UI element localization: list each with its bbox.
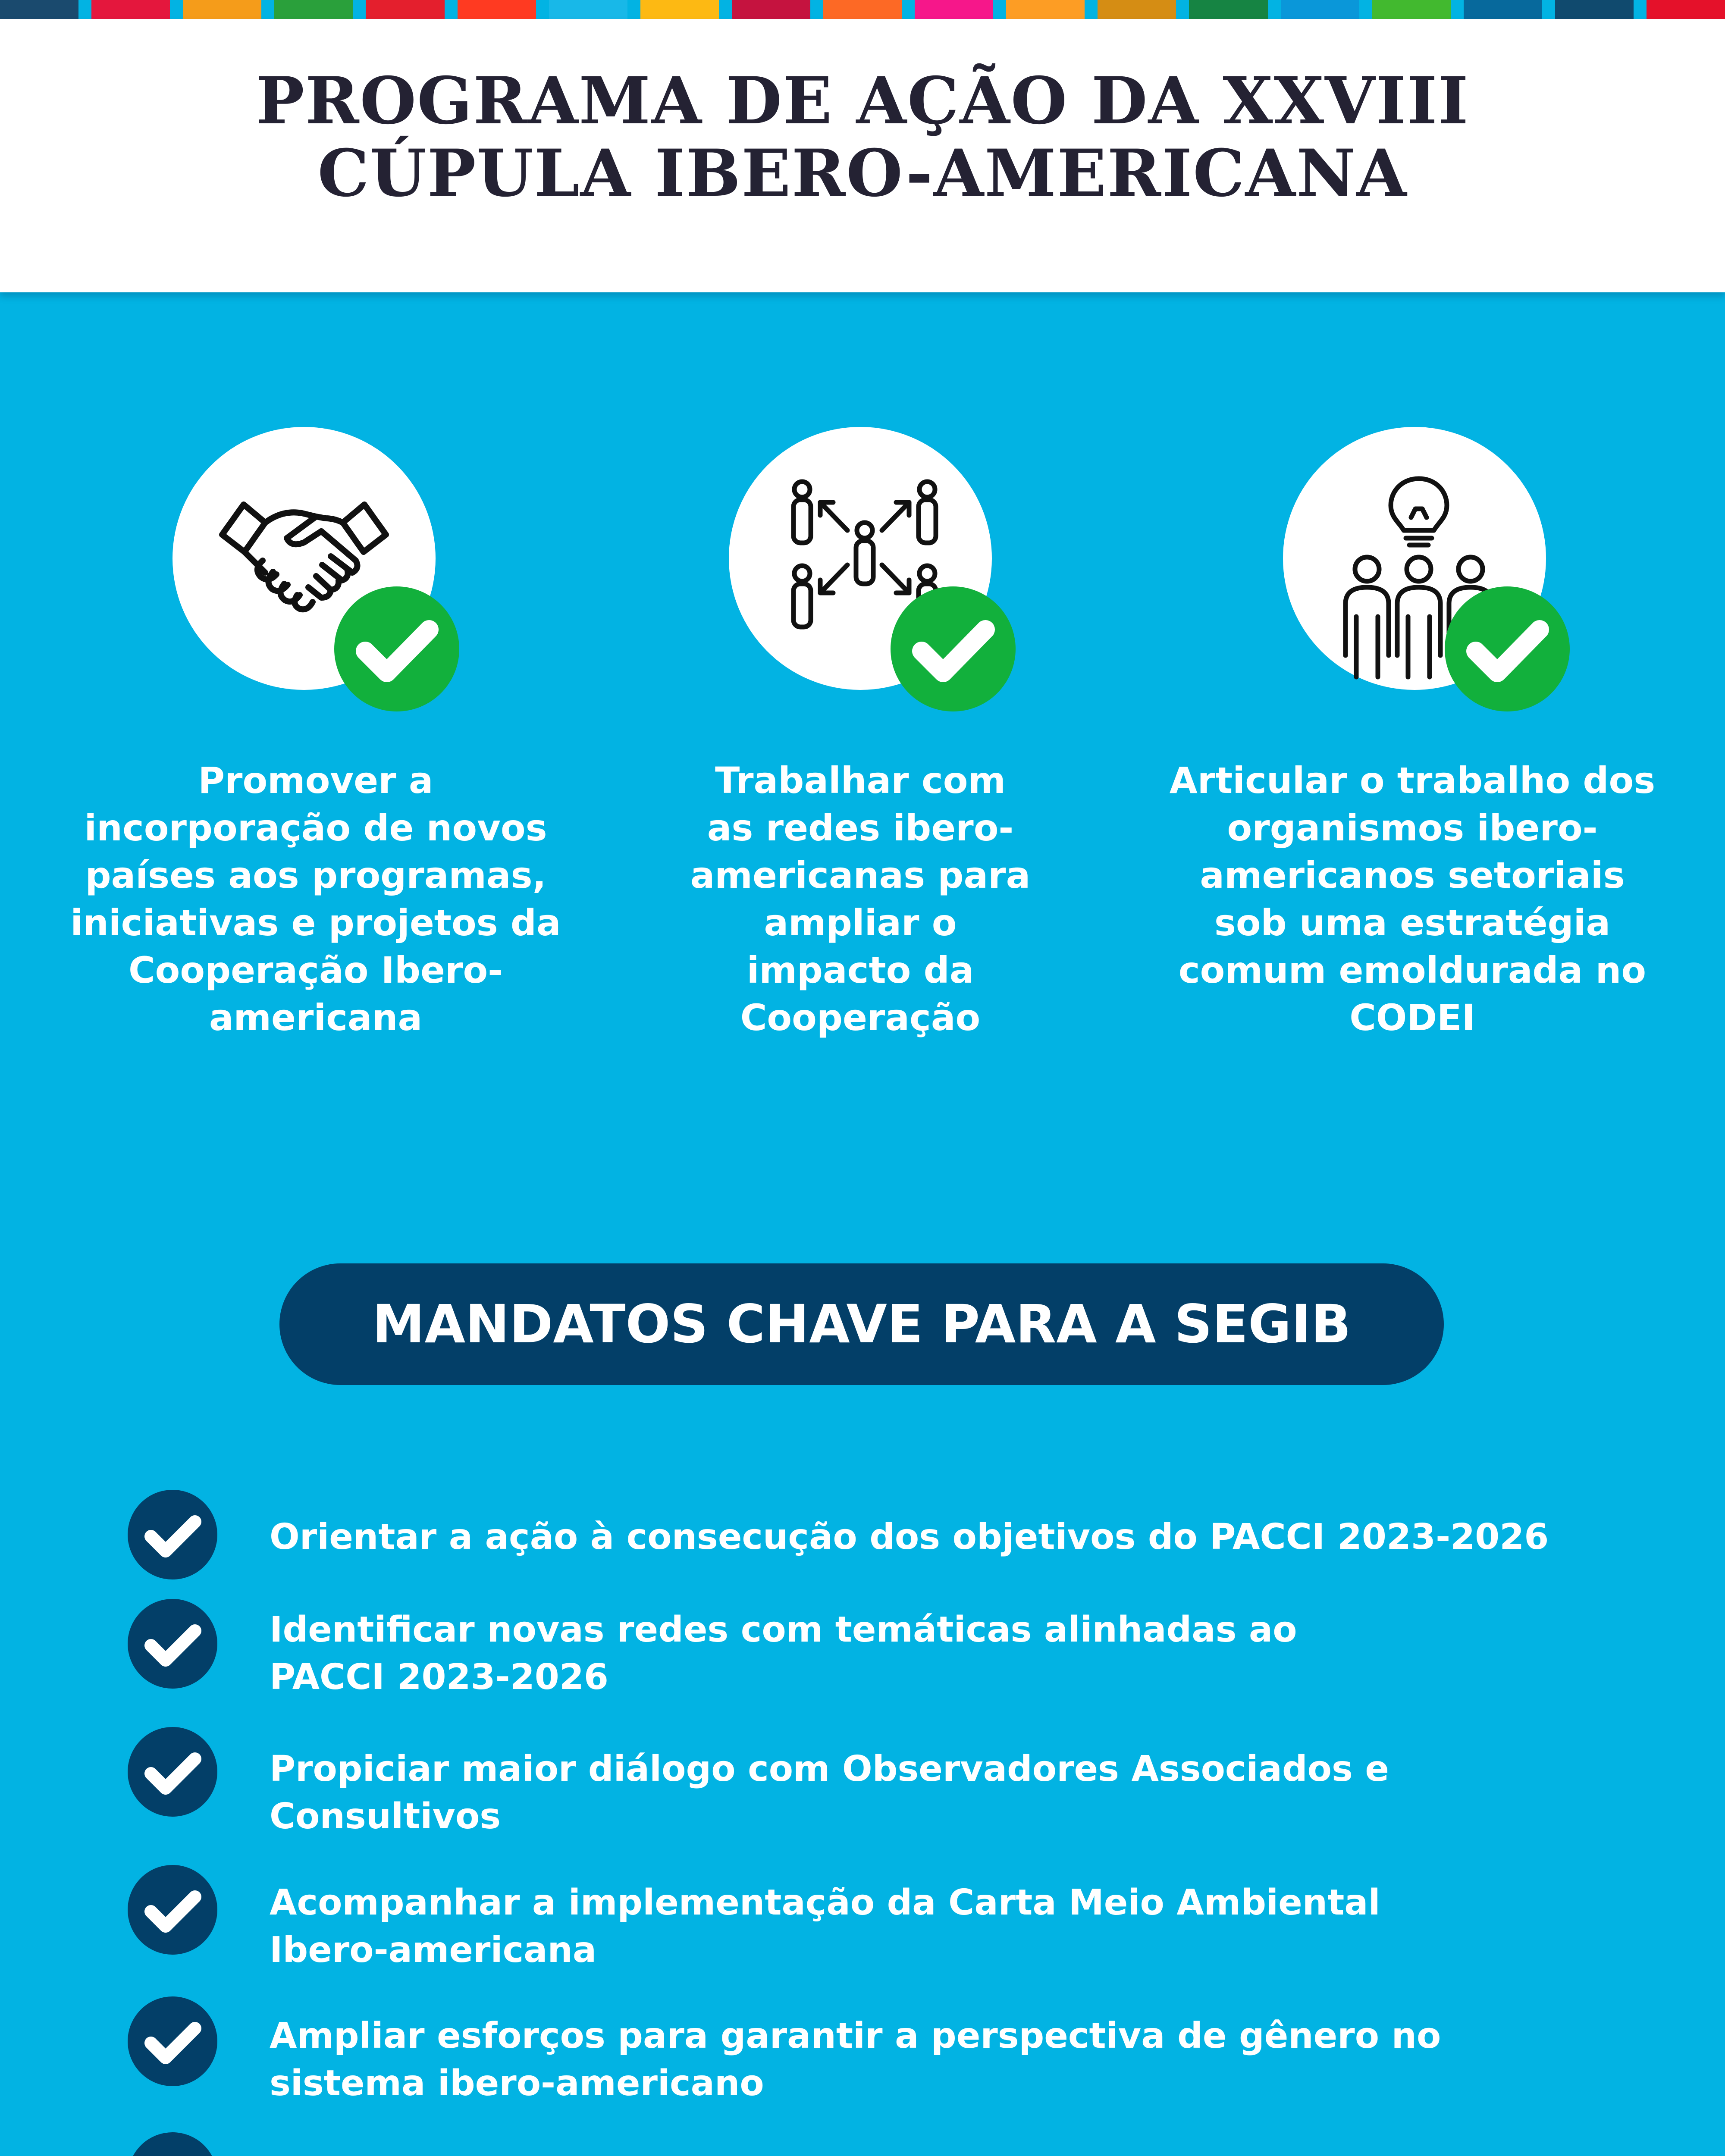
check-icon [1445,586,1570,711]
mandate-text-line: Ibero-americana [270,1930,597,1971]
check-icon [128,1599,217,1689]
mandates-header-pill [279,1263,1444,1385]
feature-text-line: americanas para [690,854,1031,896]
feature-text-line: americana [209,997,423,1039]
page-title-line-2: CÚPULA IBERO-AMERICANA [317,135,1408,211]
stripe-segment [366,0,444,19]
mandate-text-line: Orientar a ação à consecução dos objetivos do PACCI 2023-2026 [270,1517,1549,1557]
stripe-segment [732,0,810,19]
check-circle [128,1490,217,1579]
check-circle [128,2132,217,2156]
feature-text [1149,757,1675,1041]
mandate-text [270,2153,1671,2156]
feature-text-line: Cooperação Ibero- [128,949,503,991]
check-icon [128,1865,217,1955]
feature-text-line: Trabalhar com [715,759,1006,802]
check-icon [128,1490,217,1579]
feature-text-line: comum emoldurada no [1178,949,1647,991]
feature-text-line: impacto da [746,949,974,991]
stripe-segment [458,0,536,19]
mandate-text [270,1606,1671,1701]
check-badge [334,586,459,711]
feature-text-line: Cooperação [740,997,981,1039]
check-icon [128,1996,217,2086]
page-title [0,65,1725,210]
mandate-text [270,1745,1671,1840]
stripe-segment [1464,0,1542,19]
stripe-segment [1555,0,1634,19]
feature-text-line: países aos programas, [85,854,546,896]
stripe-segment [823,0,902,19]
mandate-text [270,1879,1671,1974]
check-circle [128,1599,217,1689]
stripe-segment [0,0,78,19]
feature-text-line: Promover a [198,759,433,802]
check-icon [128,2132,217,2156]
stripe-segment [1098,0,1176,19]
feature-text-line: organismos ibero- [1227,807,1598,849]
feature-text-line: incorporação de novos [84,807,547,849]
mandates-title: MANDATOS CHAVE PARA A SEGIB [372,1294,1351,1355]
check-badge [1445,586,1570,711]
mandate-text-line: Propiciar maior diálogo com Observadores Associados e [270,1749,1389,1789]
stripe-segment [1281,0,1359,19]
stripe-segment [274,0,353,19]
check-circle [128,1996,217,2086]
color-stripe [0,0,1725,19]
feature-text-line: as redes ibero- [707,807,1014,849]
stripe-segment [91,0,170,19]
stripe-segment [1006,0,1085,19]
feature-text-line: americanos setoriais [1200,854,1625,896]
stripe-segment [549,0,627,19]
feature-text [597,757,1123,1041]
mandate-text [270,2012,1671,2107]
mandate-text-line: sistema ibero-americano [270,2063,764,2104]
mandate-text-line [270,2153,1671,2156]
page-title-line-1: PROGRAMA DE AÇÃO DA XXVIII [256,63,1469,139]
check-icon [334,586,459,711]
check-circle [128,1865,217,1955]
mandate-text-line: Ampliar esforços para garantir a perspectiva de gênero no [270,2015,1441,2056]
mandate-text-line: Identificar novas redes com temáticas alinhadas ao [270,1609,1297,1650]
mandate-text [270,1514,1671,1561]
feature-text-line: Articular o trabalho dos [1169,759,1656,802]
check-icon [128,1727,217,1817]
stripe-segment [915,0,993,19]
feature-text-line: iniciativas e projetos da [70,902,561,944]
check-circle [128,1727,217,1817]
feature-text-line: ampliar o [764,902,957,944]
check-icon [891,586,1016,711]
mandate-text-line: Acompanhar a implementação da Carta Meio Ambiental [270,1882,1380,1923]
stripe-segment [1647,0,1725,19]
stripe-segment [1189,0,1267,19]
stripe-segment [640,0,719,19]
feature-text-line: CODEI [1349,997,1475,1039]
mandate-text-line: Consultivos [270,1796,501,1837]
stripe-segment [1372,0,1451,19]
feature-text [53,757,579,1041]
stripe-segment [183,0,261,19]
feature-text-line: sob uma estratégia [1214,902,1611,944]
mandate-text-line: PACCI 2023-2026 [270,1657,608,1698]
check-badge [891,586,1016,711]
